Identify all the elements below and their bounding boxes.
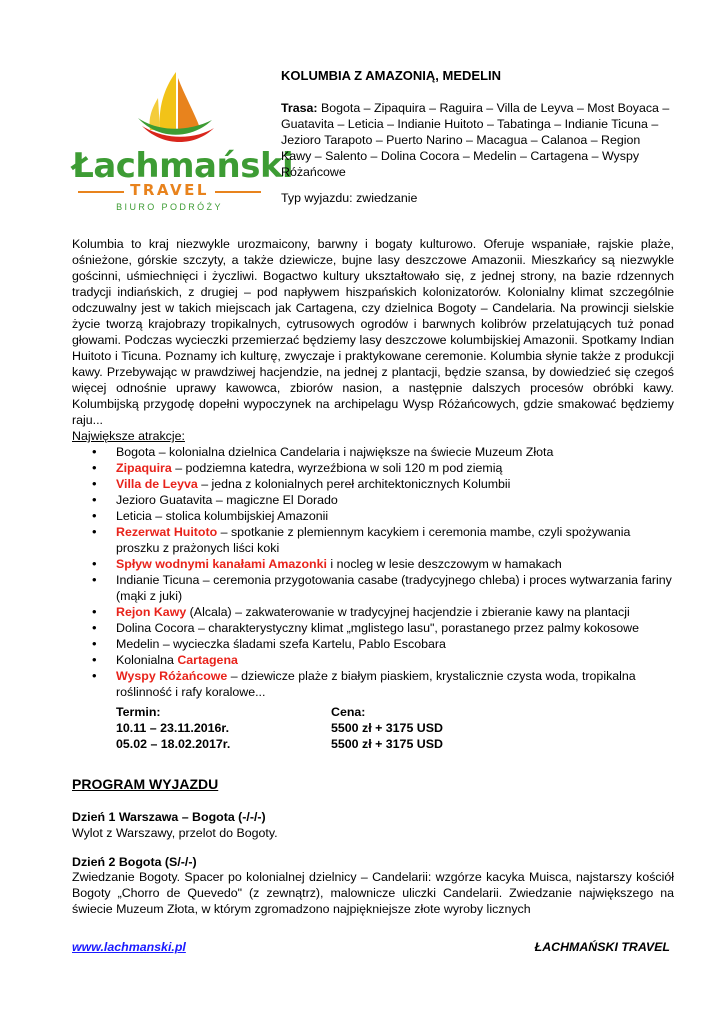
website-link[interactable]: www.lachmanski.pl: [72, 940, 186, 954]
day-2-text: Zwiedzanie Bogoty. Spacer po kolonialnej dzielnicy – Candelarii: wzgórze kacyka Muisca, najstarszy kościół Bogoty „Chorro de Quevedo" (z zewnątrz), malownicze uliczki Candelarii. Zwiedzanie największego na świecie Muzeum Złota, w którym zgromadzono najpiękniejsze złote wyroby licznych: [72, 870, 674, 916]
day-1-text: Wylot z Warszawy, przelot do Bogoty.: [72, 826, 278, 840]
logo-name: Łachmański: [72, 146, 294, 186]
intro-paragraph: Kolumbia to kraj niezwykle urozmaicony, barwny i bogaty kulturowo. Oferuje wspaniałe, rajskie plaże, ośnieżone, górskie szczyty, a także dziewicze, bujne lasy deszczowe Amazonii. Mieszkańcy są niezwykle gościnni, uśmiechnięci i życzliwi. Bogactwo kultury ukształtowało się, z jednej strony, na bazie rdzennych tradycji indiańskich, z drugiej – pod napływem hiszpańskich kolonizatorów. Kolonialny klimat szczególnie odczuwalny jest w takich miejscach jak Cartagena, czy dzielnica Bogoty – Candelaria. Na prowincji sielskie życie tworzą krajobrazy tropikalnych, cytrusowych ogrodów i barwnych kolibrów przelatujących tuż ponad głowami. Podczas wycieczki przemierzać będziemy lasy deszczowe kolumbijskiej Amazonii. Spotkamy Indian Huitoto i Ticuna. Poznamy ich kulturę, zwyczaje i praktykowane ceremonie. Kolumbia słynie także z produkcji kawy. Przebywając w prawdziwej hacjendzie, na jednej z plantacji, będzie szansa, by dowiedzieć się czegoś więcej odnośnie uprawy kawowca, zbiorów nasion, a następnie dalszych procesów obróbki kawy. Kolumbijską przygodę dopełni wypoczynek na archipelagu Wysp Różańcowych, gdzie smakować będziemy raju...: [72, 237, 674, 427]
list-item: • Spływ wodnymi kanałami Amazonki i nocleg w lesie deszczowym w hamakach: [72, 556, 674, 572]
term-label: Termin:: [116, 705, 161, 719]
list-item: • Wyspy Różańcowe – dziewicze plaże z białym piaskiem, krystalicznie czysta woda, tropikalna roślinność i rafy koralowe...: [72, 668, 674, 700]
list-item: • Dolina Cocora – charakterystyczny klimat „mglistego lasu", porastanego przez palmy kokosowe: [72, 620, 674, 636]
list-item: • Indianie Ticuna – ceremonia przygotowania casabe (tradycyjnego chleba) i proces wytwarzania fariny (mąki z juki): [72, 572, 674, 604]
route-label: Trasa:: [281, 101, 318, 115]
list-item: • Kolonialna Cartagena: [72, 652, 674, 668]
list-item: • Bogota – kolonialna dzielnica Candelaria i największe na świecie Muzeum Złota: [72, 444, 674, 460]
price-label: Cena:: [331, 705, 366, 719]
logo-subtitle: BIURO PODRÓŻY: [116, 202, 223, 212]
attractions-list: [72, 444, 674, 700]
footer-brand: ŁACHMAŃSKI TRAVEL: [534, 940, 670, 954]
list-item: • Zipaquira – podziemna katedra, wyrzeźbiona w soli 120 m pod ziemią: [72, 460, 674, 476]
attractions-heading: Największe atrakcje:: [72, 429, 185, 443]
term-value: 05.02 – 18.02.2017r.: [116, 737, 231, 751]
list-item: • Villa de Leyva – jedna z kolonialnych pereł architektonicznych Kolumbii: [72, 476, 674, 492]
list-item: • Leticia – stolica kolumbijskiej Amazonii: [72, 508, 674, 524]
list-item: • Rejon Kawy (Alcala) – zakwaterowanie w tradycyjnej hacjendzie i zbieranie kawy na plantacji: [72, 604, 674, 620]
company-logo: [72, 68, 294, 218]
price-value: 5500 zł + 3175 USD: [331, 721, 443, 735]
list-item: • Medelin – wycieczka śladami szefa Kartelu, Pablo Escobara: [72, 636, 674, 652]
logo-divider-right: [215, 191, 261, 193]
list-item: • Rezerwat Huitoto – spotkanie z plemiennym kacykiem i ceremonia mambe, czyli spożywania proszku z prażonych liści koki: [72, 524, 674, 556]
trip-type: Typ wyjazdu: zwiedzanie: [281, 191, 418, 205]
day-2-title: Dzień 2 Bogota (S/-/-): [72, 855, 197, 869]
term-value: 10.11 – 23.11.2016r.: [116, 721, 230, 735]
program-heading: PROGRAM WYJAZDU: [72, 776, 219, 792]
terms-column: [116, 704, 331, 752]
price-value: 5500 zł + 3175 USD: [331, 737, 443, 751]
trip-route: [281, 100, 673, 180]
route-text: Bogota – Zipaquira – Raguira – Villa de Leyva – Most Boyaca – Guatavita – Leticia – Indianie Huitoto – Tabatinga – Indianie Ticuna – Jezioro Tarapoto – Puerto Narino – Macagua – Calanoa – Region Kawy – Salento – Dolina Cocora – Medelin – Cartagena – Wyspy Różańcowe: [281, 101, 670, 179]
trip-title: KOLUMBIA Z AMAZONIĄ, MEDELIN: [281, 68, 502, 83]
logo-travel: TRAVEL: [130, 181, 209, 199]
prices-column: [331, 704, 531, 752]
sailboat-logo-icon: [72, 68, 267, 148]
day-1-title: Dzień 1 Warszawa – Bogota (-/-/-): [72, 810, 266, 824]
list-item: • Jezioro Guatavita – magiczne El Dorado: [72, 492, 674, 508]
